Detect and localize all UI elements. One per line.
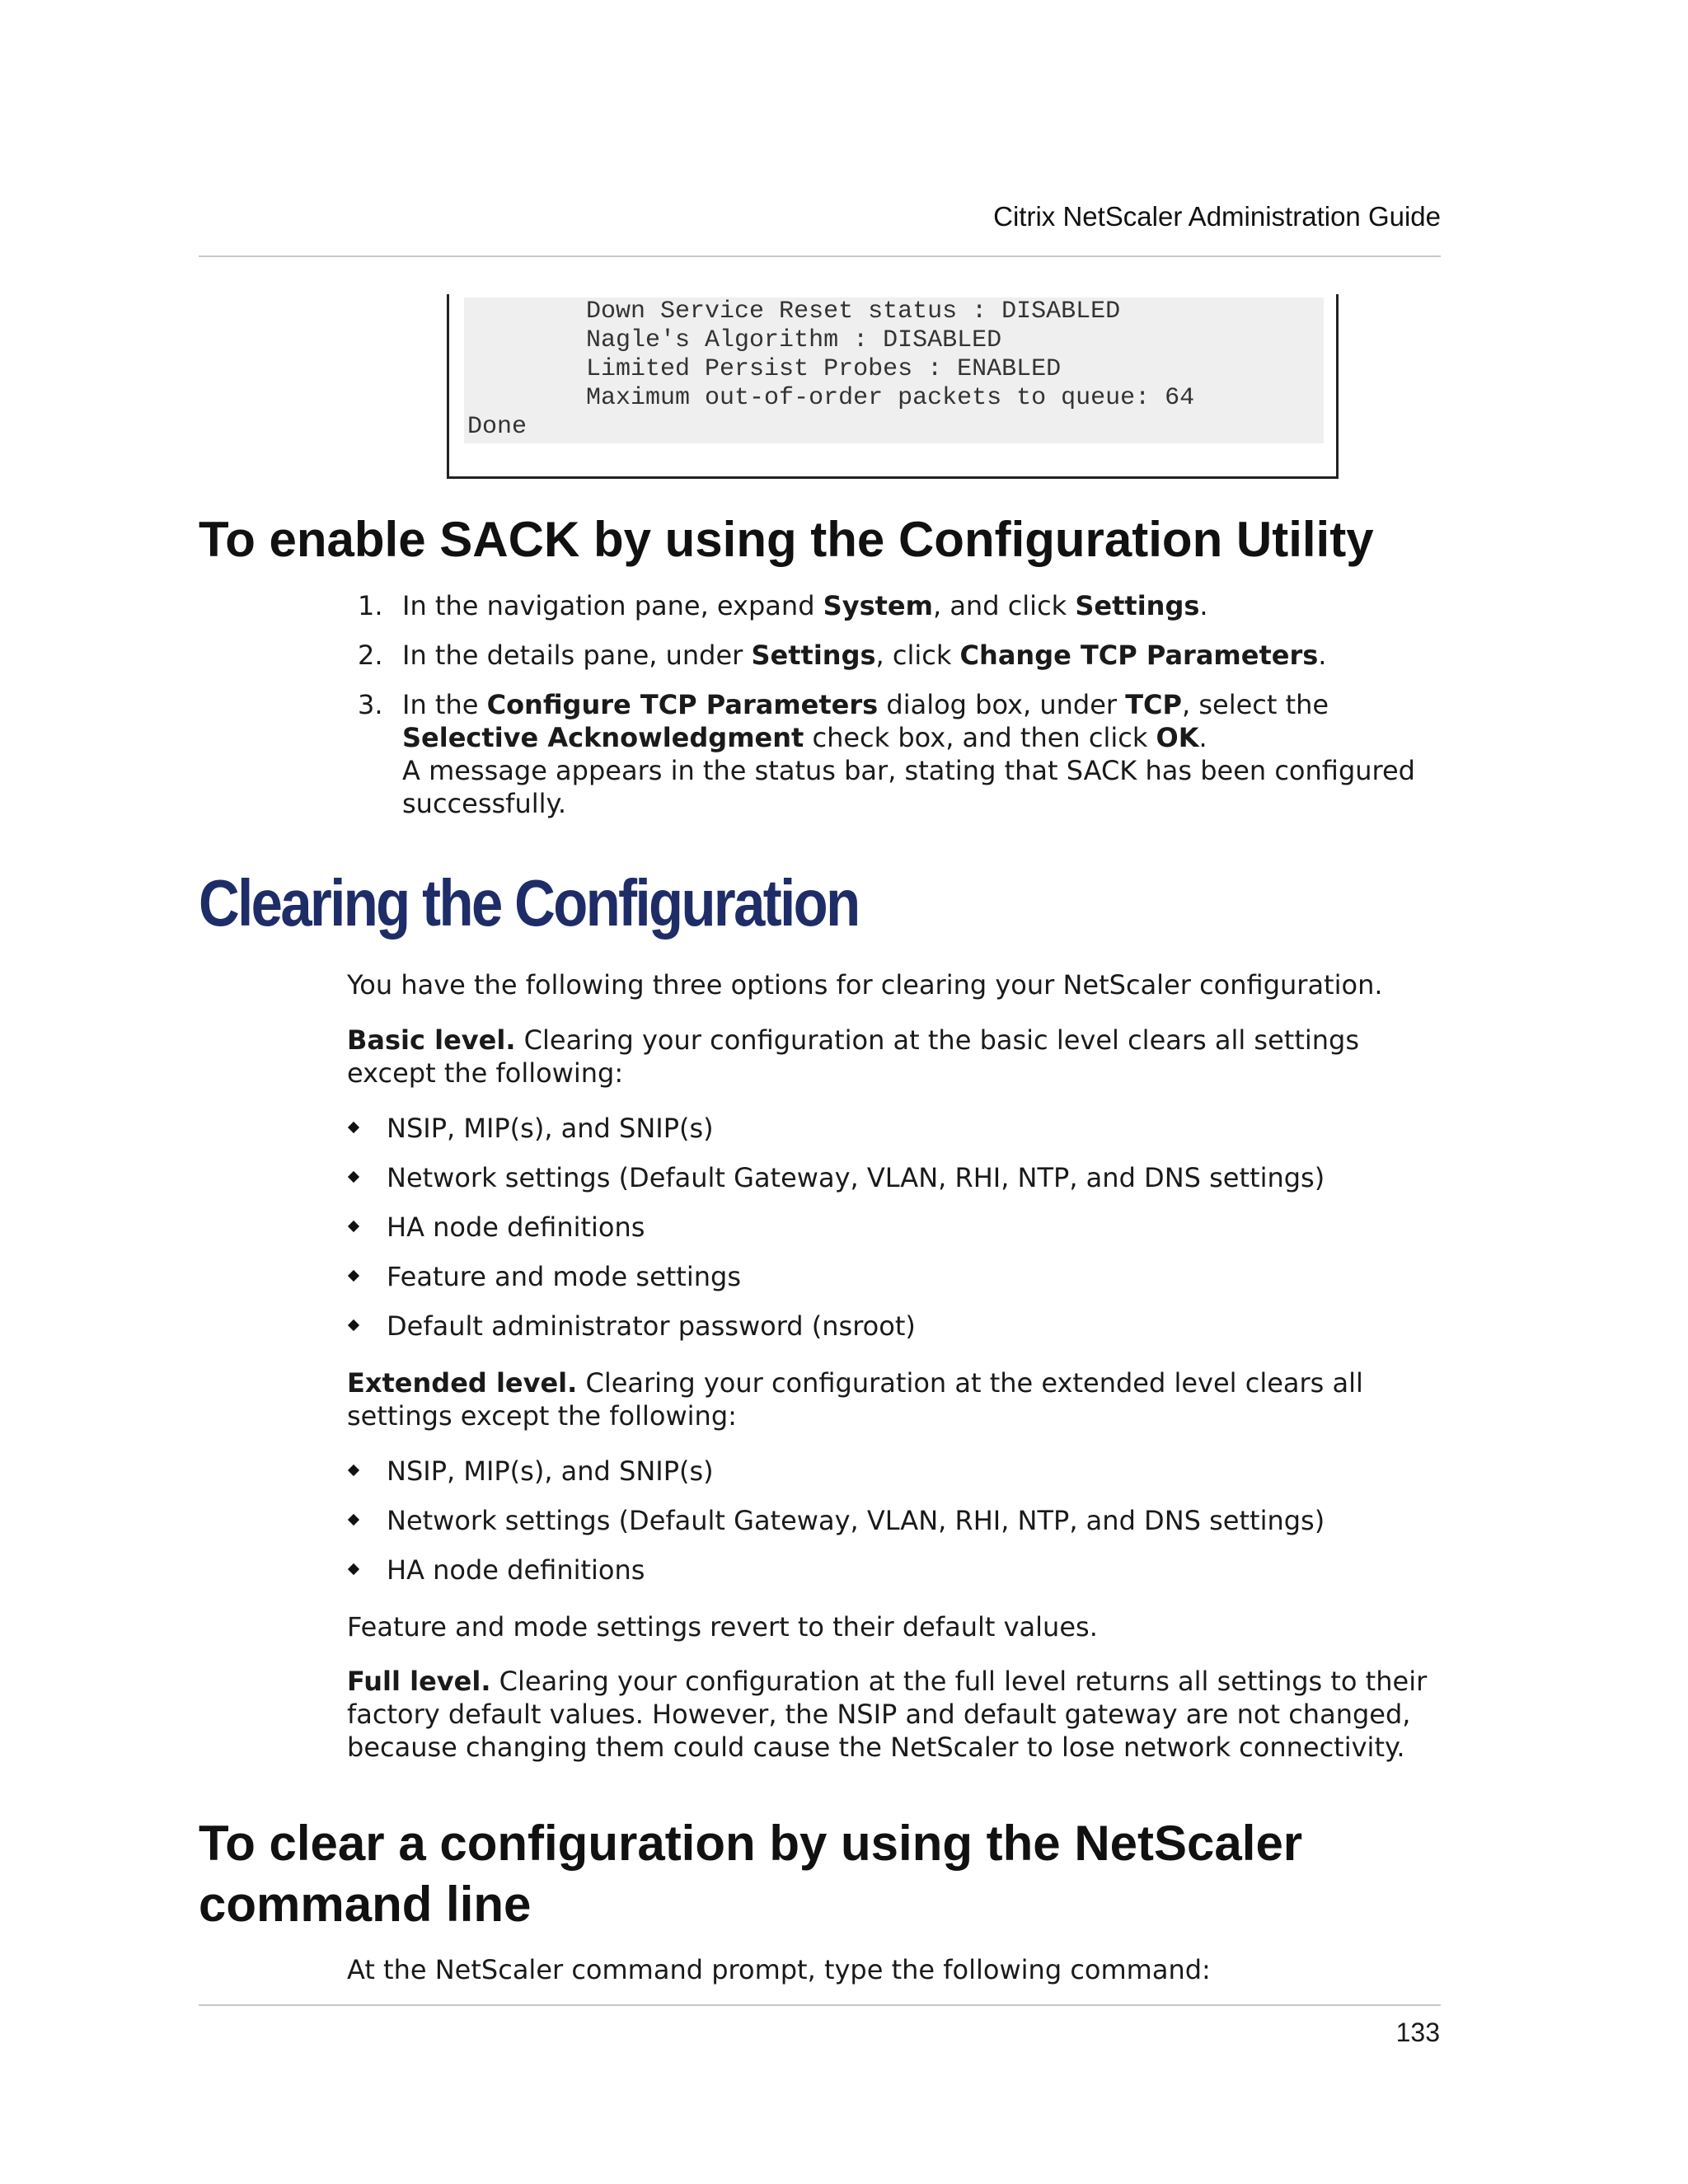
list-item: Default administrator password (nsroot) <box>347 1310 1443 1359</box>
bullet-icon <box>348 1465 359 1476</box>
list-item: Network settings (Default Gateway, VLAN, RHI, NTP, and DNS settings) <box>347 1504 1443 1554</box>
list-item: NSIP, MIP(s), and SNIP(s) <box>347 1455 1443 1504</box>
step-number: 3. <box>358 689 383 720</box>
cli-heading: To clear a configuration by using the NetScaler command line <box>199 1816 1303 1932</box>
code-line: Down Service Reset status : DISABLED <box>467 298 1121 326</box>
code-block-background <box>464 298 1324 443</box>
step-3 <box>358 688 1429 820</box>
step-1 <box>358 589 1429 622</box>
page-number: 133 <box>1395 2018 1440 2047</box>
bullet-icon <box>348 1563 359 1575</box>
chapter-heading: Clearing the Configuration <box>199 866 859 940</box>
basic-level-label: Basic level. <box>347 1024 516 1056</box>
step-note: A message appears in the status bar, stating that SACK has been configured successfully. <box>402 755 1415 819</box>
bullet-icon <box>348 1319 359 1331</box>
bullet-icon <box>348 1514 359 1526</box>
code-line: Limited Persist Probes : ENABLED <box>467 355 1062 383</box>
code-line: Done <box>467 413 528 441</box>
bullet-icon <box>348 1221 359 1232</box>
list-item: Network settings (Default Gateway, VLAN, RHI, NTP, and DNS settings) <box>347 1161 1443 1211</box>
list-item: HA node definitions <box>347 1554 1443 1603</box>
page-header-title: Citrix NetScaler Administration Guide <box>993 201 1441 232</box>
extended-level-note: Feature and mode settings revert to their default values. <box>347 1611 1098 1643</box>
step-number: 1. <box>358 590 383 621</box>
step-text: In the details pane, under Settings, click Change TCP Parameters. <box>402 640 1327 671</box>
footer-rule <box>199 2004 1441 2006</box>
step-text: In the navigation pane, expand System, and click Settings. <box>402 590 1208 621</box>
code-block <box>447 294 1339 479</box>
full-level-label: Full level. <box>347 1666 491 1697</box>
clearing-intro: You have the following three options for clearing your NetScaler configuration. <box>347 969 1383 1001</box>
basic-level-paragraph: Basic level. Clearing your configuration at the basic level clears all settings except the following: <box>347 1024 1360 1089</box>
cli-instruction: At the NetScaler command prompt, type the following command: <box>347 1954 1211 1985</box>
extended-level-paragraph: Extended level. Clearing your configuration at the extended level clears all settings except the following: <box>347 1367 1363 1432</box>
sack-heading: To enable SACK by using the Configuration Utility <box>199 512 1374 567</box>
code-line: Maximum out-of-order packets to queue: 64 <box>467 384 1195 412</box>
step-text: In the Configure TCP Parameters dialog box, under TCP, select the Selective Acknowledgment check box, and then click OK. A message appears in the status bar, stating that SACK has been configured successfully. <box>402 689 1415 819</box>
step-2 <box>358 639 1429 672</box>
code-line: Nagle's Algorithm : DISABLED <box>467 326 1002 354</box>
list-item: HA node definitions <box>347 1211 1443 1260</box>
bullet-icon <box>348 1270 359 1282</box>
extended-level-label: Extended level. <box>347 1367 578 1399</box>
basic-level-list <box>347 1112 1443 1359</box>
bullet-icon <box>348 1122 359 1133</box>
extended-level-list <box>347 1455 1443 1603</box>
sack-steps <box>358 589 1429 837</box>
bullet-icon <box>348 1171 359 1183</box>
list-item: Feature and mode settings <box>347 1260 1443 1310</box>
full-level-paragraph: Full level. Clearing your configuration at the full level returns all settings to their factory default values. However, the NSIP and default gateway are not changed, because changing them could cause the NetScaler to lose network connectivity. <box>347 1666 1428 1763</box>
step-number: 2. <box>358 640 383 671</box>
header-rule <box>199 255 1441 257</box>
list-item: NSIP, MIP(s), and SNIP(s) <box>347 1112 1443 1161</box>
